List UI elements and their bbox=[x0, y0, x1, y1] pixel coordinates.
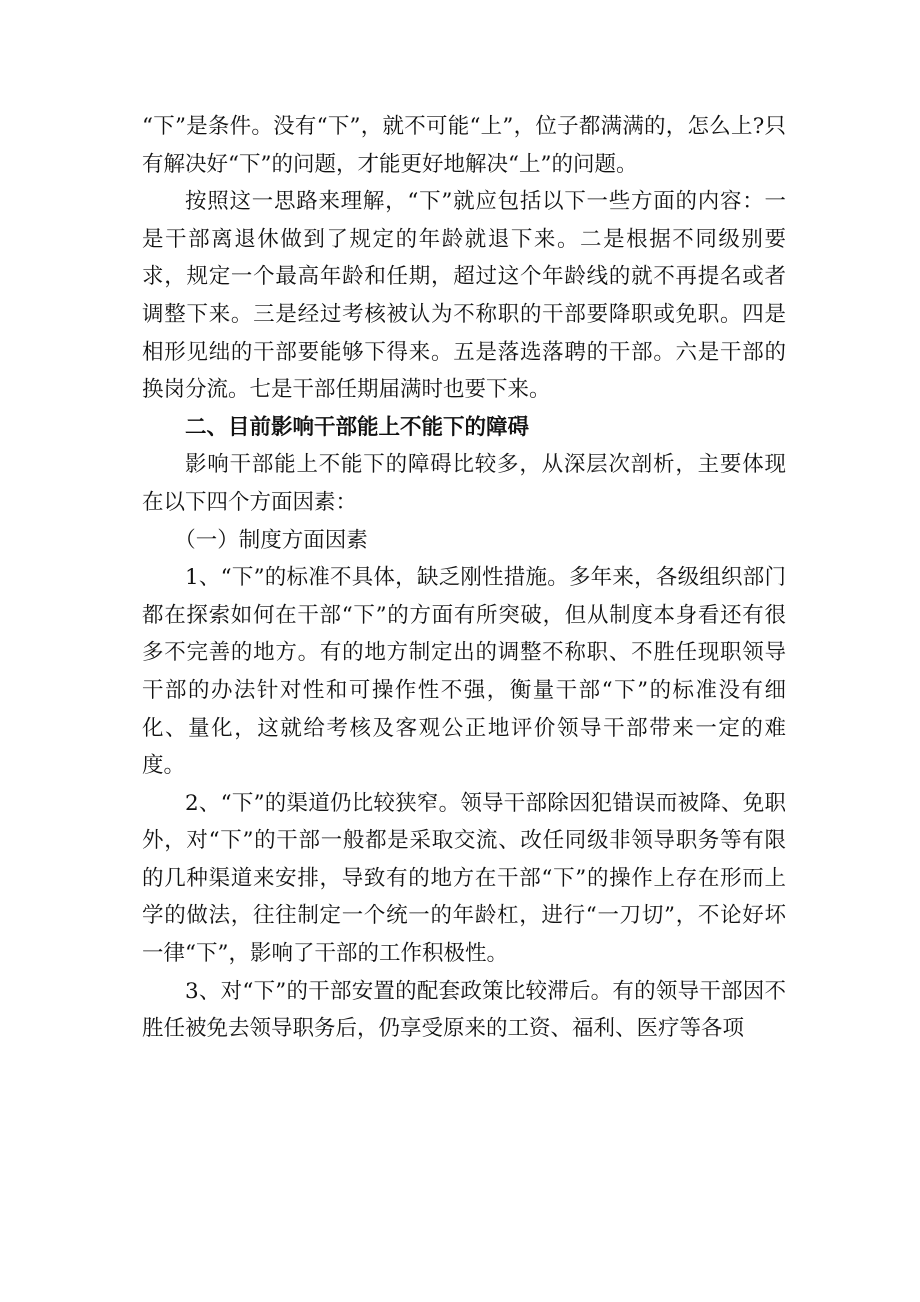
paragraph-point-2: 2、“下”的渠道仍比较狭窄。领导干部除因犯错误而被降、免职外，对“下”的干部一般都是采取交流、改任同级非领导职务等有限的几种渠道来安排，导致有的地方在干部“下”的操作上存在形而上学的做法，往往制定一个统一的年龄杠，进行“一刀切”，不论好坏一律“下”，影响了干部的工作积极性。 bbox=[142, 790, 786, 967]
paragraph-intro: 影响干部能上不能下的障碍比较多，从深层次剖析，主要体现在以下四个方面因素： bbox=[142, 452, 786, 515]
section-heading: 二、目前影响干部能上不能下的障碍 bbox=[185, 414, 530, 440]
document-body bbox=[142, 108, 786, 1048]
paragraph-point-1: 1、“下”的标准不具体，缺乏刚性措施。多年来，各级组织部门都在探索如何在干部“下”的方面有所突破，但从制度本身看还有很多不完善的地方。有的地方制定出的调整不称职、不胜任现职领导干部的办法针对性和可操作性不强，衡量干部“下”的标准没有细化、量化，这就给考核及客观公正地评价领导干部带来一定的难度。 bbox=[142, 565, 786, 779]
paragraph-continuation: “下”是条件。没有“下”，就不可能“上”，位子都满满的，怎么上?只有解决好“下”的问题，才能更好地解决“上”的问题。 bbox=[142, 114, 786, 177]
paragraph-point-3: 3、对“下”的干部安置的配套政策比较滞后。有的领导干部因不胜任被免去领导职务后，仍享受原来的工资、福利、医疗等各项 bbox=[142, 978, 786, 1042]
subsection-heading: （一）制度方面因素 bbox=[174, 527, 368, 553]
paragraph-xia-scope: 按照这一思路来理解，“下”就应包括以下一些方面的内容：一是干部离退休做到了规定的年龄就退下来。二是根据不同级别要求，规定一个最高年龄和任期，超过这个年龄线的就不再提名或者调整下来。三是经过考核被认为不称职的干部要降职或免职。四是相形见绌的干部要能够下得来。五是落选落聘的干部。六是干部的换岗分流。七是干部任期届满时也要下来。 bbox=[142, 189, 786, 403]
